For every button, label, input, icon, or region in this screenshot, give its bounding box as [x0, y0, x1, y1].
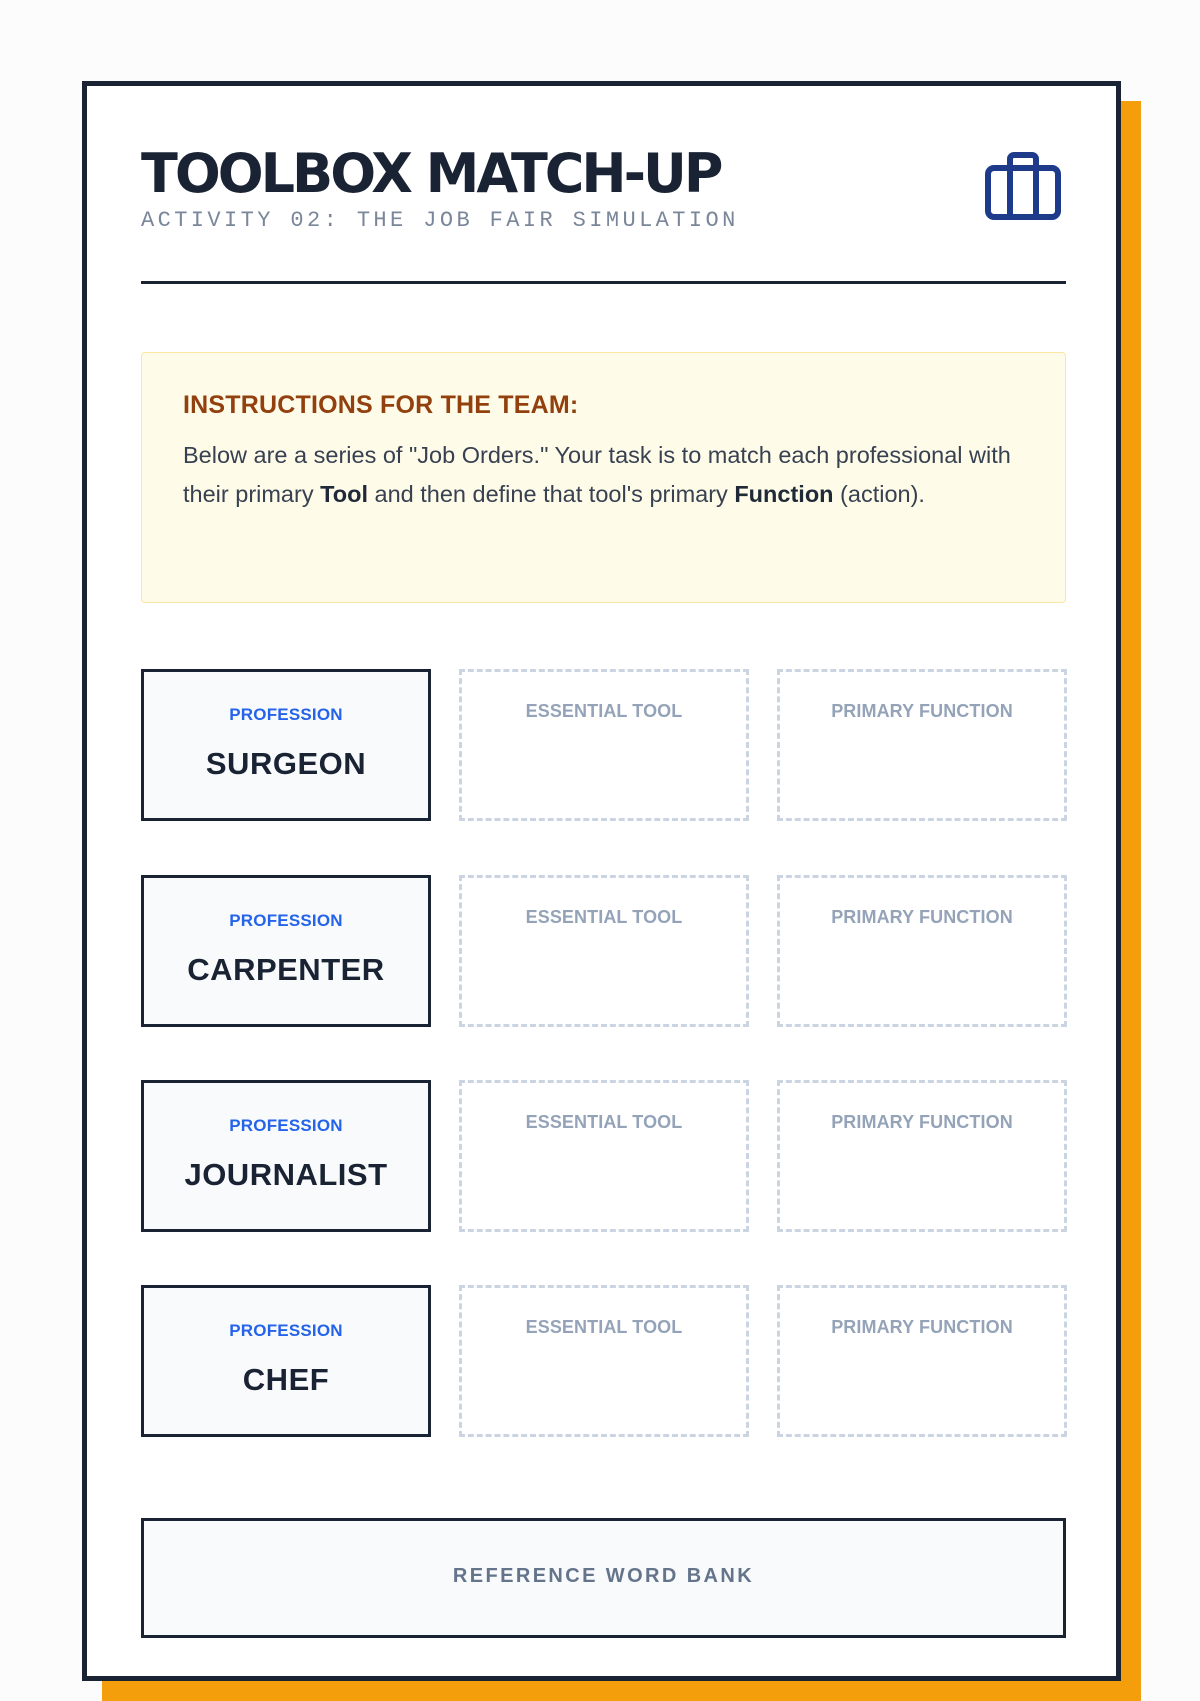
profession-card	[141, 1080, 431, 1232]
profession-card	[141, 669, 431, 821]
primary-function-label: PRIMARY FUNCTION	[831, 907, 1013, 927]
header	[141, 144, 1066, 284]
profession-name: CHEF	[242, 1362, 330, 1397]
essential-tool-label: ESSENTIAL TOOL	[525, 1112, 683, 1132]
primary-function-slot[interactable]	[777, 669, 1067, 821]
essential-tool-slot[interactable]	[459, 875, 749, 1027]
profession-label: PROFESSION	[229, 705, 343, 724]
header-divider	[141, 281, 1066, 284]
profession-card	[141, 875, 431, 1027]
essential-tool-label: ESSENTIAL TOOL	[525, 701, 683, 721]
essential-tool-slot[interactable]	[459, 1080, 749, 1232]
page-subtitle: ACTIVITY 02: THE JOB FAIR SIMULATION	[141, 208, 739, 233]
primary-function-slot[interactable]	[777, 1080, 1067, 1232]
primary-function-slot[interactable]	[777, 1285, 1067, 1437]
essential-tool-label: ESSENTIAL TOOL	[525, 907, 683, 927]
profession-name: CARPENTER	[187, 952, 385, 987]
essential-tool-label: ESSENTIAL TOOL	[525, 1317, 683, 1337]
job-order-row	[141, 669, 1066, 821]
essential-tool-slot[interactable]	[459, 669, 749, 821]
instructions-text: Below are a series of "Job Orders." Your task is to match each professional with their primary Tool and then define that tool's primary Function (action).	[183, 442, 1011, 507]
reference-word-bank	[141, 1518, 1066, 1638]
primary-function-label: PRIMARY FUNCTION	[831, 1317, 1013, 1337]
essential-tool-slot[interactable]	[459, 1285, 749, 1437]
primary-function-slot[interactable]	[777, 875, 1067, 1027]
word-bank-title: REFERENCE WORD BANK	[452, 1565, 755, 1587]
primary-function-label: PRIMARY FUNCTION	[831, 701, 1013, 721]
job-order-row	[141, 1285, 1066, 1437]
profession-label: PROFESSION	[229, 1116, 343, 1135]
briefcase-icon	[985, 151, 1061, 221]
job-order-row	[141, 1080, 1066, 1232]
profession-label: PROFESSION	[229, 1321, 343, 1340]
primary-function-label: PRIMARY FUNCTION	[831, 1112, 1013, 1132]
profession-name: SURGEON	[205, 746, 367, 781]
page-title: TOOLBOX MATCH-UP	[141, 142, 721, 205]
instructions-box	[141, 352, 1066, 603]
profession-label: PROFESSION	[229, 911, 343, 930]
instructions-heading: INSTRUCTIONS FOR THE TEAM:	[183, 391, 579, 419]
profession-card	[141, 1285, 431, 1437]
job-order-row	[141, 875, 1066, 1027]
profession-name: JOURNALIST	[184, 1157, 388, 1192]
